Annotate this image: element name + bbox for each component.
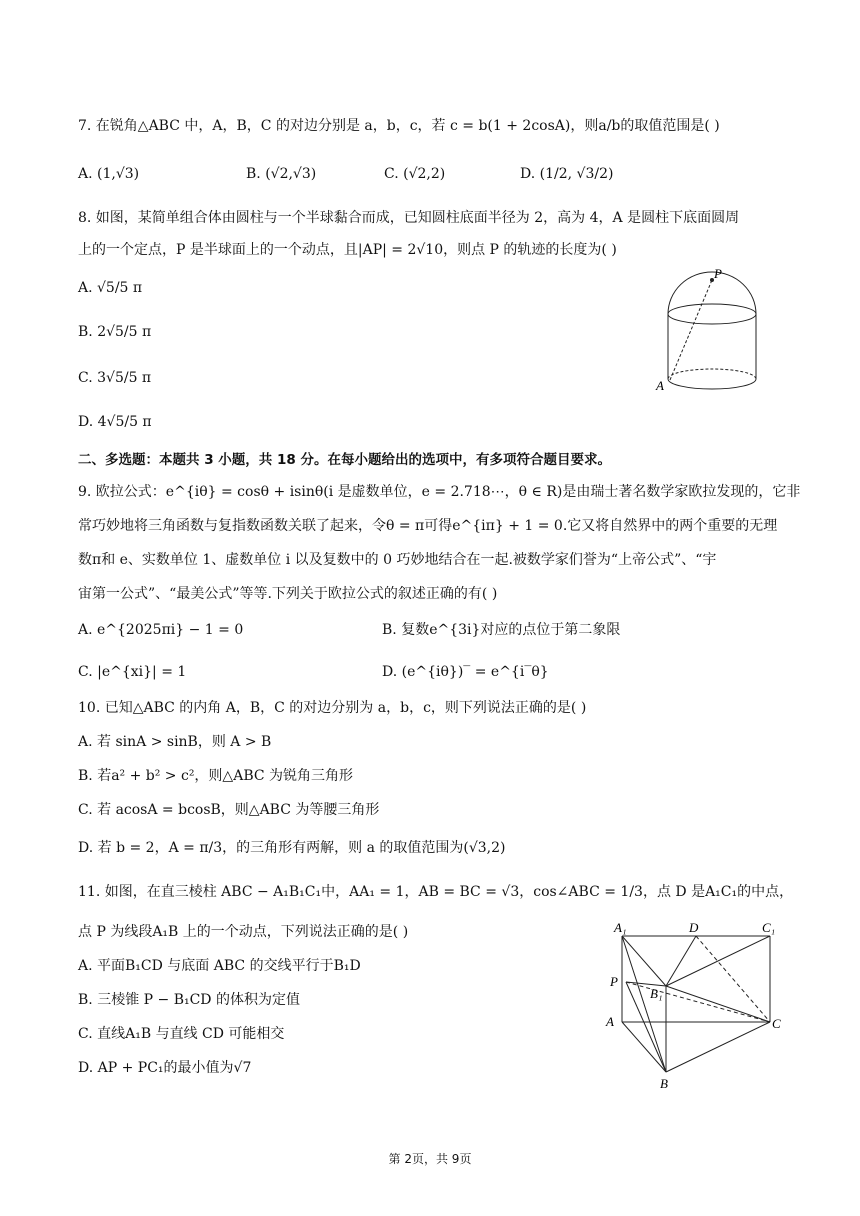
q7-stem: 7. 在锐角△ABC 中，A，B，C 的对边分别是 a，b，c，若 c = b(1 + 2cosA)，则a/b的取值范围是( ) xyxy=(78,118,720,134)
q8-option-b: B. 2√5/5 π xyxy=(78,324,152,340)
q10-option-c: C. 若 acosA = bcosB，则△ABC 为等腰三角形 xyxy=(78,802,380,818)
q11-label-a: A xyxy=(606,1014,614,1029)
q8-option-d: D. 4√5/5 π xyxy=(78,414,152,430)
q11-label-a1: A₁ xyxy=(614,920,627,935)
q10-option-a: A. 若 sinA > sinB，则 A > B xyxy=(78,734,272,750)
q9-line3: 数π和 e、实数单位 1、虚数单位 i 以及复数中的 0 巧妙地结合在一起.被数学家们誉为“上帝公式”、“宇 xyxy=(78,552,717,568)
q11-option-d: D. AP + PC₁的最小值为√7 xyxy=(78,1060,252,1076)
q7-option-a: A. (1,√3) xyxy=(78,166,140,182)
q11-stem-line2: 点 P 为线段A₁B 上的一个动点，下列说法正确的是( ) xyxy=(78,924,409,940)
q9-line4: 宙第一公式”、“最美公式”等等.下列关于欧拉公式的叙述正确的有( ) xyxy=(78,586,498,602)
q11-option-b: B. 三棱锥 P − B₁CD 的体积为定值 xyxy=(78,992,300,1008)
q7-option-d: D. (1/2, √3/2) xyxy=(520,166,614,182)
q11-label-p: P xyxy=(610,974,618,989)
q10-option-b: B. 若a² + b² > c²，则△ABC 为锐角三角形 xyxy=(78,768,354,784)
page-footer: 第 2页，共 9页 xyxy=(388,1152,472,1166)
q11-label-b1: B₁ xyxy=(650,986,663,1001)
q7-option-b: B. (√2,√3) xyxy=(246,166,317,182)
q9-line1: 9. 欧拉公式：e^{iθ} = cosθ + isinθ(i 是虚数单位，e = 2.718⋯，θ ∈ R)是由瑞士著名数学家欧拉发现的，它非 xyxy=(78,484,801,500)
q11-option-a: A. 平面B₁CD 与底面 ABC 的交线平行于B₁D xyxy=(78,958,361,974)
q8-cylinder-hemisphere-figure xyxy=(652,262,767,402)
q8-label-a: A xyxy=(656,378,664,393)
q11-label-c: C xyxy=(772,1016,781,1031)
q9-option-c: C. |e^{xi}| = 1 xyxy=(78,664,187,680)
q8-label-p: P xyxy=(714,266,722,281)
q9-line2: 常巧妙地将三角函数与复指数函数关联了起来，令θ = π可得e^{iπ} + 1 = 0.它又将自然界中的两个重要的无理 xyxy=(78,518,778,534)
q11-option-c: C. 直线A₁B 与直线 CD 可能相交 xyxy=(78,1026,285,1042)
q11-prism-figure xyxy=(604,914,790,1096)
q9-option-d: D. (e^{iθ})‾ = e^{i‾θ} xyxy=(382,664,549,680)
q10-stem: 10. 已知△ABC 的内角 A，B，C 的对边分别为 a，b，c，则下列说法正确的是( ) xyxy=(78,700,587,716)
q11-label-c1: C₁ xyxy=(762,920,776,935)
q9-option-a: A. e^{2025πi} − 1 = 0 xyxy=(78,622,244,638)
q8-option-a: A. √5/5 π xyxy=(78,280,143,296)
section-multiple-choice-heading: 二、多选题：本题共 3 小题，共 18 分。在每小题给出的选项中，有多项符合题目要求。 xyxy=(78,452,611,468)
q9-option-b: B. 复数e^{3i}对应的点位于第二象限 xyxy=(382,622,621,638)
q8-stem-line1: 8. 如图，某简单组合体由圆柱与一个半球黏合而成，已知圆柱底面半径为 2，高为 4，A 是圆柱下底面圆周 xyxy=(78,210,740,226)
q11-label-d: D xyxy=(689,920,699,935)
q10-option-d: D. 若 b = 2，A = π/3，的三角形有两解，则 a 的取值范围为(√3,2) xyxy=(78,840,506,856)
q11-label-b: B xyxy=(660,1076,668,1091)
q8-stem-line2: 上的一个定点，P 是半球面上的一个动点，且|AP| = 2√10，则点 P 的轨迹的长度为( ) xyxy=(78,242,617,258)
q7-option-c: C. (√2,2) xyxy=(384,166,446,182)
q8-option-c: C. 3√5/5 π xyxy=(78,370,152,386)
q11-stem-line1: 11. 如图，在直三棱柱 ABC − A₁B₁C₁中，AA₁ = 1，AB = BC = √3，cos∠ABC = 1/3，点 D 是A₁C₁的中点， xyxy=(78,884,794,900)
